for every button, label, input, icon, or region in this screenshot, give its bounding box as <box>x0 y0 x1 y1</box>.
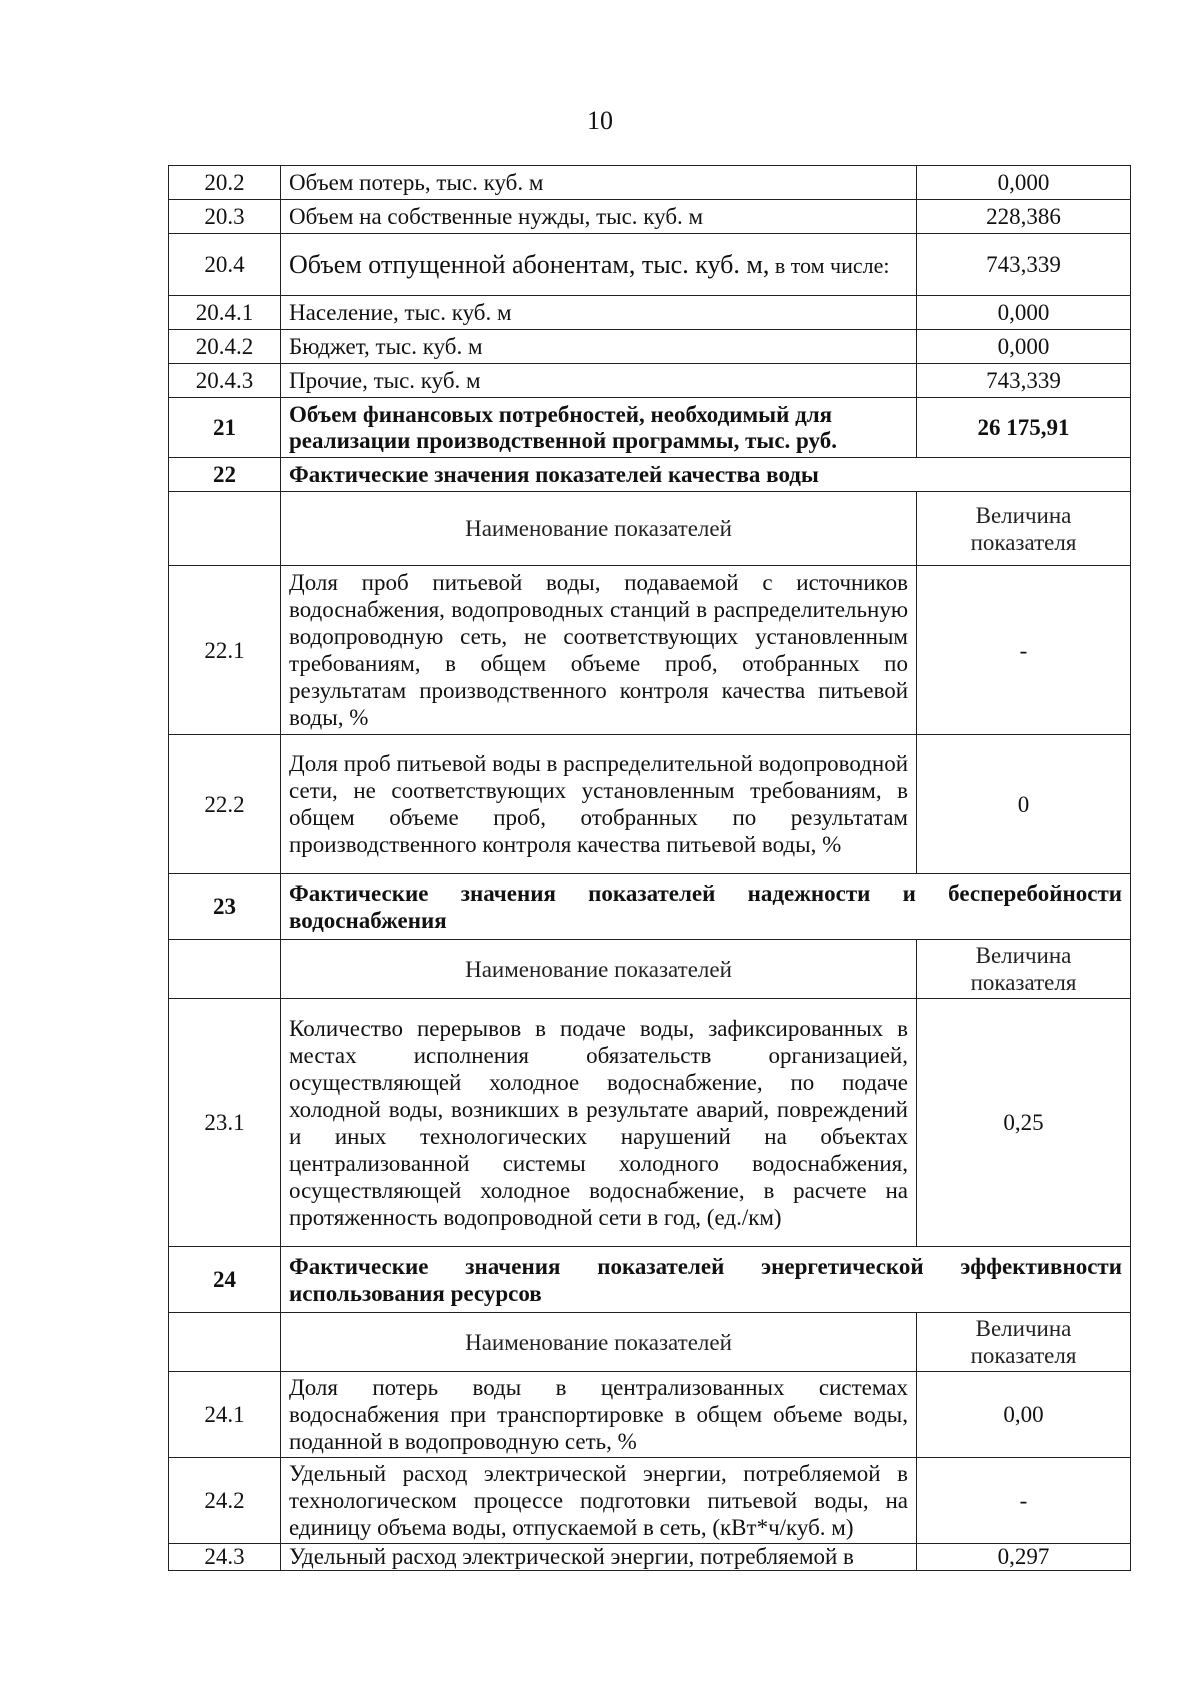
row-number: 20.3 <box>169 200 281 234</box>
column-header-value: Величина показателя <box>917 492 1131 566</box>
section-number: 23 <box>169 874 281 940</box>
table-row <box>169 296 1131 330</box>
row-text: Удельный расход электрической энергии, потребляемой в <box>281 1544 917 1571</box>
table-row <box>169 566 1131 735</box>
table-row <box>169 1372 1131 1458</box>
row-value: 228,386 <box>917 200 1131 234</box>
section-header-row <box>169 458 1131 492</box>
row-text: Объем потерь, тыс. куб. м <box>281 166 917 200</box>
row-value: 743,339 <box>917 364 1131 398</box>
column-header-row <box>169 1313 1131 1372</box>
row-text: Объем финансовых потребностей, необходимый для реализации производственной программы, тыс. руб. <box>281 398 917 458</box>
column-header-row <box>169 492 1131 566</box>
table-row <box>169 1544 1131 1571</box>
section-number: 24 <box>169 1247 281 1313</box>
row-text: Доля потерь воды в централизованных системах водоснабжения при транспортировке в общем объеме воды, поданной в водопроводную сеть, % <box>281 1372 917 1458</box>
indicators-table <box>168 165 1131 1571</box>
row-number: 20.4 <box>169 234 281 296</box>
table-row <box>169 999 1131 1247</box>
row-text <box>281 234 917 296</box>
row-text: Доля проб питьевой воды в распределительной водопроводной сети, не соответствующих установленным требованиям, в общем объеме проб, отобранных по результатам производственного контроля качества питьевой воды, % <box>281 735 917 874</box>
row-value: 0,00 <box>917 1372 1131 1458</box>
row-number: 20.4.3 <box>169 364 281 398</box>
table-row <box>169 398 1131 458</box>
row-value: 0,25 <box>917 999 1131 1247</box>
row-text-main: Объем отпущенной абонентам, тыс. куб. м, <box>289 249 770 279</box>
section-number: 22 <box>169 458 281 492</box>
row-value: 0,000 <box>917 296 1131 330</box>
row-number: 22.2 <box>169 735 281 874</box>
table-row <box>169 364 1131 398</box>
empty-cell <box>169 492 281 566</box>
row-text: Население, тыс. куб. м <box>281 296 917 330</box>
empty-cell <box>169 940 281 999</box>
table-row <box>169 1458 1131 1544</box>
row-number: 23.1 <box>169 999 281 1247</box>
section-header-row <box>169 1247 1131 1313</box>
section-title: Фактические значения показателей качества воды <box>281 458 1131 492</box>
section-header-row <box>169 874 1131 940</box>
row-value: 0,297 <box>917 1544 1131 1571</box>
row-value: 743,339 <box>917 234 1131 296</box>
row-text: Количество перерывов в подаче воды, зафиксированных в местах исполнения обязательств организацией, осуществляющей холодное водоснабжение, по подаче холодной воды, возникших в результате аварий, повреждений и иных технологических нарушений на объектах централизованной системы холодного водоснабжения, осуществляющей холодное водоснабжение, в расчете на протяженность водопроводной сети в год, (ед./км) <box>281 999 917 1247</box>
table-row <box>169 735 1131 874</box>
section-title: Фактические значения показателей энергетической эффективности использования ресурсов <box>281 1247 1131 1313</box>
column-header-row <box>169 940 1131 999</box>
row-text-tail: в том числе: <box>769 252 890 278</box>
row-value: - <box>917 1458 1131 1544</box>
row-value: 0,000 <box>917 330 1131 364</box>
column-header-name: Наименование показателей <box>281 1313 917 1372</box>
row-number: 24.1 <box>169 1372 281 1458</box>
row-number: 24.2 <box>169 1458 281 1544</box>
row-number: 22.1 <box>169 566 281 735</box>
row-text: Доля проб питьевой воды, подаваемой с источников водоснабжения, водопроводных станций в распределительную водопроводную сеть, не соответствующих установленным требованиям, в общем объеме проб, отобранных по результатам производственного контроля качества питьевой воды, % <box>281 566 917 735</box>
row-value: 26 175,91 <box>917 398 1131 458</box>
row-value: 0,000 <box>917 166 1131 200</box>
table-row <box>169 200 1131 234</box>
page-number: 10 <box>587 106 613 135</box>
row-number: 20.4.2 <box>169 330 281 364</box>
column-header-value: Величина показателя <box>917 940 1131 999</box>
section-title: Фактические значения показателей надежности и бесперебойности водоснабжения <box>281 874 1131 940</box>
column-header-name: Наименование показателей <box>281 940 917 999</box>
row-text: Прочие, тыс. куб. м <box>281 364 917 398</box>
empty-cell <box>169 1313 281 1372</box>
table-row <box>169 330 1131 364</box>
row-number: 24.3 <box>169 1544 281 1571</box>
row-text: Удельный расход электрической энергии, потребляемой в технологическом процессе подготовки питьевой воды, на единицу объема воды, отпускаемой в сеть, (кВт*ч/куб. м) <box>281 1458 917 1544</box>
row-value: 0 <box>917 735 1131 874</box>
table-row <box>169 234 1131 296</box>
row-text: Объем на собственные нужды, тыс. куб. м <box>281 200 917 234</box>
row-value: - <box>917 566 1131 735</box>
table-row <box>169 166 1131 200</box>
row-number: 20.2 <box>169 166 281 200</box>
column-header-name: Наименование показателей <box>281 492 917 566</box>
row-number: 21 <box>169 398 281 458</box>
row-number: 20.4.1 <box>169 296 281 330</box>
row-text: Бюджет, тыс. куб. м <box>281 330 917 364</box>
column-header-value: Величина показателя <box>917 1313 1131 1372</box>
